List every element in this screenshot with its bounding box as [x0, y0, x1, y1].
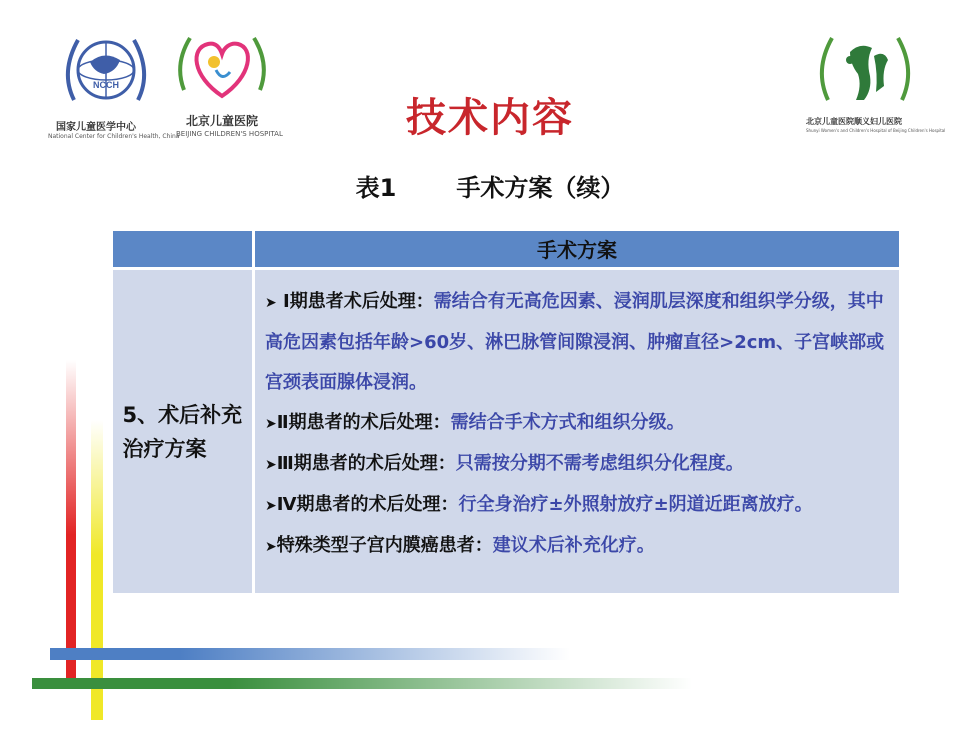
page-title: 技术内容: [406, 95, 574, 141]
row-label-cell: [113, 270, 252, 593]
arrow-bullet-icon: ➤: [265, 539, 277, 555]
decor-red-vertical-bar: [66, 360, 76, 678]
table-header-empty-cell: [113, 231, 252, 267]
row-content-cell: [255, 270, 899, 593]
decor-blue-horizontal-bar: [50, 648, 570, 660]
decor-yellow-vertical-bar: [91, 420, 103, 720]
item-label: Ⅲ期患者的术后处理：: [276, 453, 456, 474]
item-text: 只需按分期不需考虑组织分化程度。: [455, 453, 744, 474]
bch-subcaption: BEIJING CHILDREN'S HOSPITAL: [176, 130, 283, 138]
item-label: Ⅱ期患者的术后处理：: [276, 412, 451, 433]
ncch-badge-text: NCCH: [93, 80, 119, 90]
table-number: 表1: [355, 174, 397, 202]
list-item: [265, 526, 893, 567]
item-text: 建议术后补充化疗。: [492, 535, 655, 556]
list-item: [265, 444, 893, 485]
shunyi-caption: 北京儿童医院顺义妇儿医院: [806, 117, 902, 126]
table-header-cell: 手术方案: [255, 231, 899, 267]
surgery-plan-table: [113, 231, 899, 593]
ncch-caption: 国家儿童医学中心: [56, 122, 136, 133]
treatment-list: [265, 282, 893, 567]
arrow-bullet-icon: ➤: [265, 457, 277, 473]
item-label: Ⅳ期患者的术后处理：: [276, 494, 459, 515]
list-item: [265, 282, 893, 403]
item-text: 行全身治疗±外照射放疗±阴道近距离放疗。: [458, 494, 813, 515]
arrow-bullet-icon: ➤: [265, 295, 277, 311]
decor-green-horizontal-bar: [32, 678, 692, 689]
item-label: Ⅰ期患者术后处理：: [283, 291, 434, 312]
row-label: 5、术后补充治疗方案: [122, 402, 243, 461]
ncch-subcaption: National Center for Children's Health, China: [48, 133, 180, 140]
shunyi-subcaption: Shunyi Women's and Children's Hospital of Beijing Children's Hospital: [806, 128, 946, 133]
arrow-bullet-icon: ➤: [265, 498, 277, 514]
item-text: 需结合有无高危因素、浸润肌层深度和组织学分级，其中高危因素包括年龄>60岁、淋巴脉管间隙浸润、肿瘤直径>2cm、子宫峡部或宫颈表面腺体浸润。: [265, 291, 885, 393]
item-text: 需结合手术方式和组织分级。: [450, 412, 685, 433]
table-caption-text: 手术方案（续）: [456, 174, 625, 202]
bch-script-caption: 北京儿童医院: [186, 114, 259, 128]
list-item: [265, 485, 893, 526]
arrow-bullet-icon: ➤: [265, 416, 277, 432]
table-caption: [0, 168, 980, 203]
list-item: [265, 403, 893, 444]
item-label: 特殊类型子宫内膜癌患者：: [276, 535, 493, 556]
